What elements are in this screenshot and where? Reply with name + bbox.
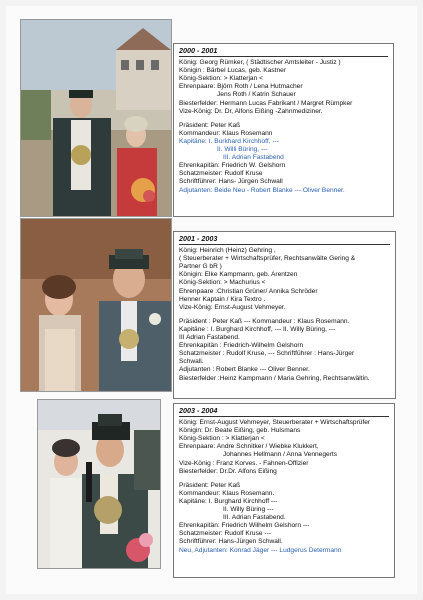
kapitaene-line: III Adrian Fastabend. bbox=[179, 334, 240, 342]
kommandeur-line: Kommandeur: Klaus Rosemann bbox=[179, 129, 273, 137]
kapitaene-line: Kapitäne : I. Burghard Kirchhoff, --- II. Willy Büring, --- bbox=[179, 325, 336, 333]
vize-koenig-line: Vize-König: Dr. Dr, Alfons Eißing -Zahnmediziner. bbox=[179, 107, 323, 115]
document-page bbox=[6, 6, 417, 594]
photo-king-2000 bbox=[20, 19, 172, 217]
period-heading: 2003 - 2004 bbox=[179, 406, 218, 415]
adjutanten-line: Neu, Adjutanten: Konrad Jäger --- Ludgerus Determann bbox=[179, 546, 342, 554]
schriftfuehrer-line: Schwall. bbox=[179, 358, 204, 366]
ehrenpaare-line: Henner Kaptain / Kira Textro . bbox=[179, 295, 266, 303]
ehrenkapitaen-line: Ehrenkapitän : Friedrich-Wilhelm Gelshorn bbox=[179, 342, 304, 350]
ehrenpaare-line: Jens Roth / Katrin Schauer bbox=[217, 91, 296, 99]
kapitaene-line: II. Willi Büring, --- bbox=[217, 146, 268, 154]
adjutanten-line: Adjutanten: Beide Neu - Robert Blanke --- Oliver Benner. bbox=[179, 186, 345, 194]
koenig-detail-line: ( Steuerberater + Wirtschaftsprüfer, Rechtsanwälte Gering & bbox=[179, 255, 356, 263]
ehrenpaare-line: Ehrenpaare :Christian Grüner/ Annika Schröder bbox=[179, 287, 318, 295]
sektion-line: König-Sektion : > Klatterjan < bbox=[179, 435, 265, 443]
ehrenkapitaen-line: Ehrenkapitän: Friedrich W. Gelshorn bbox=[179, 162, 286, 170]
photo-king-2001 bbox=[20, 218, 172, 392]
kapitaene-line: III. Adrian Fastabend. bbox=[223, 514, 286, 522]
section-2000-2001 bbox=[173, 43, 394, 217]
schriftfuehrer-line: Schriftführer: Hans- Jürgen Schwall bbox=[179, 178, 283, 186]
koenigin-line: Königin: Dr. Beate Eißing, geb. Hulsmans bbox=[179, 427, 301, 435]
ehrenpaare-line: Johannes Hellmann / Anna Vennegerts bbox=[223, 451, 338, 459]
schatzmeister-line: Schatzmeister: Rudolf Kruse --- bbox=[179, 530, 271, 538]
heading-rule bbox=[179, 56, 388, 57]
schatzmeister-schriftfuehrer-line: Schatzmeister : Rudolf Kruse, --- Schriftführer : Hans-Jürger bbox=[179, 350, 355, 358]
kommandeur-line: Kommandeur: Klaus Rosemann. bbox=[179, 489, 275, 497]
koenig-detail-line: Partner G bR ) bbox=[179, 263, 222, 271]
vize-koenig-line: Vize-König : Franz Korves. - Fahnen-Offizier bbox=[179, 459, 309, 467]
ehrenpaare-line: Ehrenpaare: Andre Schnitker / Wiebke Klukkert, bbox=[179, 443, 319, 451]
kapitaene-line: III. Adrian Fastabend bbox=[223, 154, 284, 162]
kapitaene-line: Kapitäne: I. Burkhard Kirchhoff, --- bbox=[179, 137, 279, 145]
praesident-kommandeur-line: Präsident : Peter Kaß --- Kommandeur : Klaus Rosemann. bbox=[179, 317, 350, 325]
koenig-line: König: Ernst-August Vehmeyer, Steuerberater + Wirtschaftsprüfer bbox=[179, 419, 371, 427]
kapitaene-line: Kapitäne: I. Burghard Kirchhoff --- bbox=[179, 497, 278, 505]
praesident-line: Präsident: Peter Kaß bbox=[179, 121, 241, 129]
ehrenpaare-line: Ehrenpaare: Björn Roth / Lena Hutmacher bbox=[179, 83, 303, 91]
kapitaene-line: II. Willy Büring --- bbox=[223, 506, 274, 514]
photo-king-2003 bbox=[37, 399, 161, 569]
sektion-line: König-Sektion: > Klatterjan < bbox=[179, 75, 263, 83]
heading-rule bbox=[179, 244, 390, 245]
period-heading: 2000 - 2001 bbox=[179, 46, 218, 55]
ehrenkapitaen-line: Ehrenkapitän: Friedrich Wilhelm Gelshorn --- bbox=[179, 522, 310, 530]
praesident-line: Präsident: Peter Kaß bbox=[179, 481, 241, 489]
biesterfelder-line: Biesterfelder: Hermann Lucas Fabrikant / Margret Rümpker bbox=[179, 99, 353, 107]
vize-koenig-line: Vize-König: Ernst-August Vehmeyer. bbox=[179, 303, 286, 311]
biesterfelder-line: Biesterfelder: Dr.Dr. Alfons Eißing bbox=[179, 467, 277, 475]
biesterfelder-line: Biesterfelder :Heinz Kampmann / Maria Gehring, Rechtsanwältin. bbox=[179, 374, 370, 382]
period-heading: 2001 - 2003 bbox=[179, 234, 218, 243]
sektion-line: König-Sektion: > Machurius < bbox=[179, 279, 266, 287]
koenig-line: König: Heinrich (Heinz) Gehring , bbox=[179, 247, 276, 255]
schatzmeister-line: Schatzmeister: Rudolf Kruse bbox=[179, 170, 263, 178]
adjutanten-line: Adjutanten : Robert Blanke --- Oliver Benner. bbox=[179, 366, 310, 374]
koenigin-line: Königin: Elke Kampmann, geb. Arentzen bbox=[179, 271, 298, 279]
koenigin-line: Königin : Bärbel Lucas, geb. Kastner bbox=[179, 67, 287, 75]
koenig-line: König: Georg Rümker, ( Städtischer Amtsleiter - Justiz ) bbox=[179, 59, 341, 67]
section-2001-2003 bbox=[173, 231, 396, 399]
schriftfuehrer-line: Schriftführer: Hans-Jürgen Schwall. bbox=[179, 538, 283, 546]
section-2003-2004 bbox=[173, 403, 395, 578]
heading-rule bbox=[179, 416, 389, 417]
